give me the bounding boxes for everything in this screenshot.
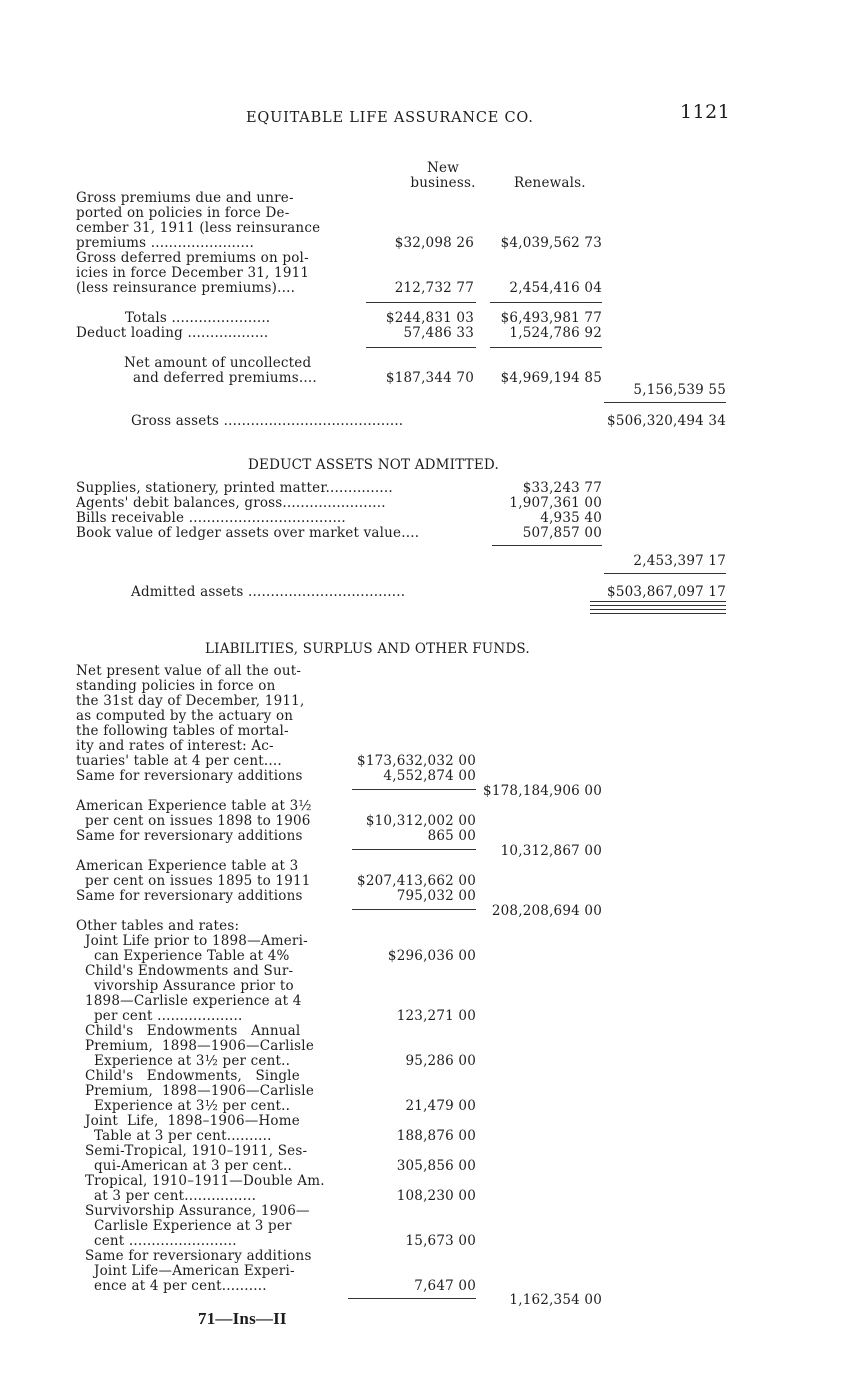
double-rule <box>590 609 726 614</box>
rule <box>604 402 726 403</box>
other-table-amount: 108,230 00 <box>396 1188 476 1204</box>
other-table-amount: 7,647 00 <box>414 1278 476 1294</box>
other-table-amount: 15,673 00 <box>405 1233 476 1249</box>
other-table-label: Semi-Tropical, 1910–1911, Ses- qui-American at 3 per cent.. <box>84 1143 308 1174</box>
gross-assets-label: Gross assets ........................................ <box>131 413 404 429</box>
not-admitted-total: 2,453,397 17 <box>633 553 726 569</box>
other-table-label: Joint Life, 1898–1906—Home Table at 3 per cent.......... <box>84 1113 300 1144</box>
deduct-loading-renewals: 1,524,786 92 <box>509 325 602 341</box>
other-table-amount: 305,856 00 <box>396 1158 476 1174</box>
other-table-amount: $296,036 00 <box>387 948 476 964</box>
col-header-renewals: Renewals. <box>514 175 586 191</box>
am-exp-3-5-reversionary-amount: 865 00 <box>427 828 476 844</box>
actuaries-table-label: Net present value of all the out- standing policies in force on the 31st day of December, 1911, as computed by the actuary on the following tables of mortal- ity and rates of interest: Ac- tuaries' table at 4 per cent.... <box>76 663 305 769</box>
rule <box>490 302 602 303</box>
page-number: 1121 <box>680 101 731 123</box>
col-header-new-business: New business. <box>410 160 476 191</box>
liabilities-heading: LIABILITIES, SURPLUS AND OTHER FUNDS. <box>205 641 530 657</box>
net-uncollected-new: $187,344 70 <box>385 370 474 386</box>
actuaries-table-amount: $173,632,032 00 <box>357 753 476 769</box>
deduct-loading-new: 57,486 33 <box>403 325 474 341</box>
other-table-amount: 188,876 00 <box>396 1128 476 1144</box>
am-exp-3-total: 208,208,694 00 <box>491 903 602 919</box>
not-admitted-value: 4,935 40 <box>540 510 602 526</box>
other-table-label: Same for reversionary additions Joint Life—American Experi- ence at 4 per cent.......... <box>84 1248 312 1294</box>
am-exp-3-reversionary-amount: 795,032 00 <box>396 888 476 904</box>
other-tables-heading: Other tables and rates: <box>76 918 240 934</box>
other-table-label: Joint Life prior to 1898—Ameri- can Experience Table at 4% <box>84 933 308 964</box>
not-admitted-heading: DEDUCT ASSETS NOT ADMITTED. <box>248 457 499 473</box>
not-admitted-value: $33,243 77 <box>522 480 602 496</box>
admitted-assets-label: Admitted assets ................................... <box>131 584 406 600</box>
rule <box>366 347 476 348</box>
am-exp-3-5-label: American Experience table at 3½ per cent on issues 1898 to 1906 <box>76 798 312 829</box>
not-admitted-label: Book value of ledger assets over market value.... <box>76 525 420 541</box>
other-table-amount: 95,286 00 <box>405 1053 476 1069</box>
am-exp-3-5-amount: $10,312,002 00 <box>365 813 476 829</box>
gross-assets-value: $506,320,494 34 <box>607 413 726 429</box>
not-admitted-value: 1,907,361 00 <box>509 495 602 511</box>
am-exp-3-label: American Experience table at 3 per cent on issues 1895 to 1911 <box>76 858 311 889</box>
net-uncollected-label: Net amount of uncollected and deferred premiums.... <box>124 355 317 386</box>
actuaries-table-total: $178,184,906 00 <box>483 783 602 799</box>
rule <box>490 347 602 348</box>
not-admitted-value: 507,857 00 <box>522 525 602 541</box>
other-table-label: Survivorship Assurance, 1906— Carlisle Experience at 3 per cent ........................ <box>84 1203 310 1249</box>
totals-label: Totals ...................... <box>125 310 271 326</box>
rule <box>352 909 476 910</box>
actuaries-reversionary-label: Same for reversionary additions <box>76 768 303 784</box>
premiums-due-label: Gross premiums due and unre- ported on policies in force De- cember 31, 1911 (less reinsurance premiums ....................... <box>76 190 321 251</box>
not-admitted-label: Supplies, stationery, printed matter............... <box>76 480 393 496</box>
rule <box>604 573 726 574</box>
deferred-premiums-renewals: 2,454,416 04 <box>509 280 602 296</box>
other-table-label: Tropical, 1910–1911—Double Am. at 3 per cent................ <box>84 1173 325 1204</box>
net-uncollected-renewals: $4,969,194 85 <box>500 370 602 386</box>
premiums-due-new: $32,098 26 <box>394 235 474 251</box>
other-table-label: Child's Endowments, Single Premium, 1898—1906—Carlisle Experience at 3½ per cent.. <box>84 1068 315 1114</box>
deduct-loading-label: Deduct loading .................. <box>76 325 269 341</box>
net-uncollected-total: 5,156,539 55 <box>633 382 726 398</box>
am-exp-3-amount: $207,413,662 00 <box>357 873 476 889</box>
am-exp-3-5-reversionary-label: Same for reversionary additions <box>76 828 303 844</box>
rule <box>366 302 476 303</box>
other-tables-total: 1,162,354 00 <box>509 1292 602 1308</box>
am-exp-3-5-total: 10,312,867 00 <box>500 843 602 859</box>
double-rule <box>590 601 726 606</box>
running-title: EQUITABLE LIFE ASSURANCE CO. <box>246 110 534 126</box>
deferred-premiums-new: 212,732 77 <box>394 280 474 296</box>
other-table-amount: 123,271 00 <box>396 1008 476 1024</box>
totals-new: $244,831 03 <box>385 310 474 326</box>
other-table-amount: 21,479 00 <box>405 1098 476 1114</box>
admitted-assets-value: $503,867,097 17 <box>607 584 726 600</box>
not-admitted-label: Agents' debit balances, gross....................... <box>76 495 386 511</box>
rule <box>492 545 602 546</box>
not-admitted-label: Bills receivable ................................... <box>76 510 346 526</box>
totals-renewals: $6,493,981 77 <box>500 310 602 326</box>
other-table-label: Child's Endowments and Sur- vivorship Assurance prior to 1898—Carlisle experience at 4 per cent ................... <box>84 963 302 1024</box>
rule <box>348 1298 476 1299</box>
other-table-label: Child's Endowments Annual Premium, 1898—1906—Carlisle Experience at 3½ per cent.. <box>84 1023 315 1069</box>
rule <box>352 849 476 850</box>
deferred-premiums-label: Gross deferred premiums on pol- icies in force December 31, 1911 (less reinsurance premiums).... <box>76 250 310 296</box>
am-exp-3-reversionary-label: Same for reversionary additions <box>76 888 303 904</box>
rule <box>352 789 476 790</box>
actuaries-reversionary-amount: 4,552,874 00 <box>383 768 476 784</box>
signature-mark: 71—Ins—II <box>198 1309 287 1328</box>
premiums-due-renewals: $4,039,562 73 <box>500 235 602 251</box>
